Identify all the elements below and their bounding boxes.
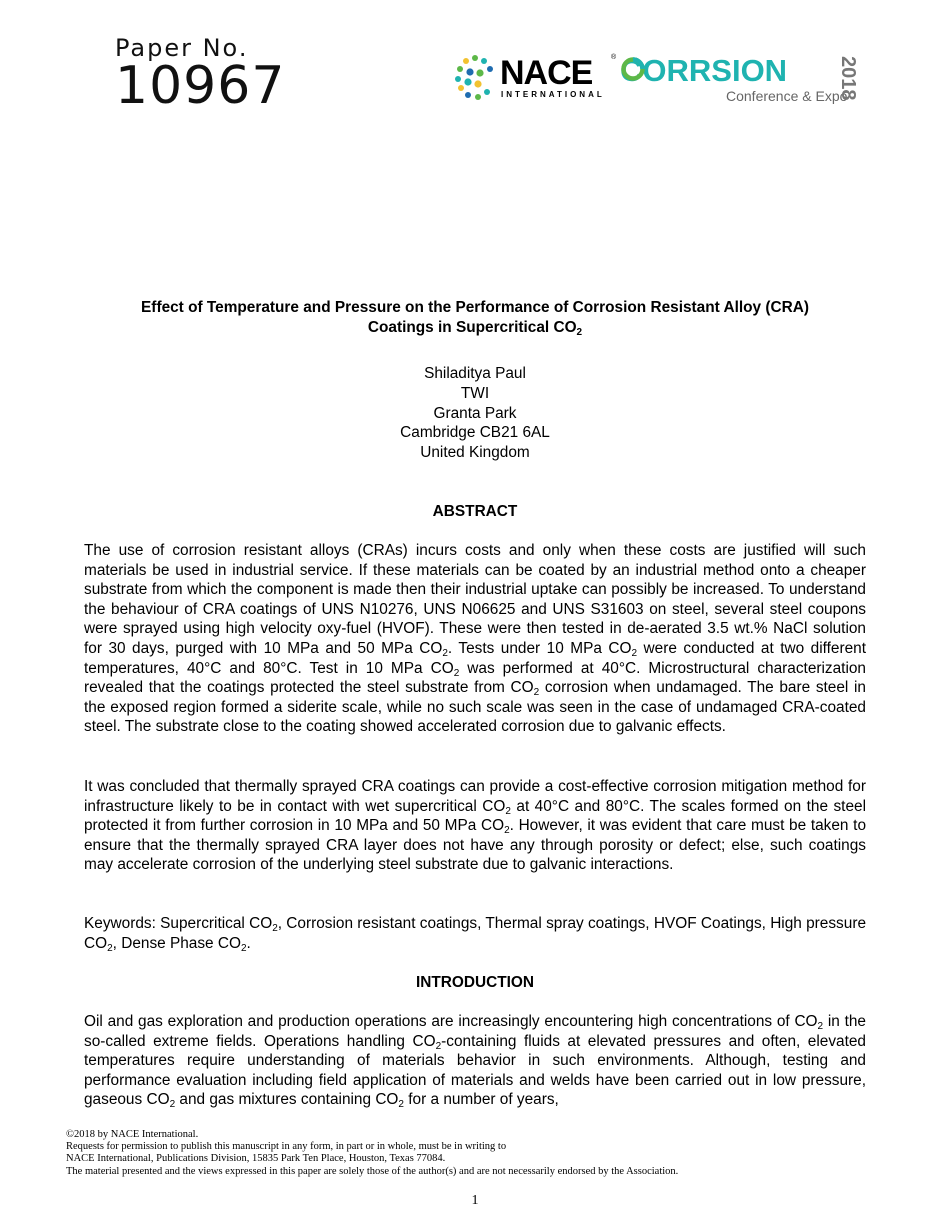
subscript: 2 <box>442 647 448 659</box>
subscript: 2 <box>504 825 510 837</box>
subscript: 2 <box>107 942 113 954</box>
subscript: 2 <box>435 1040 442 1052</box>
paper-number: 10967 <box>115 56 286 116</box>
subscript: 2 <box>631 647 638 659</box>
subscript: 2 <box>505 805 511 817</box>
author-address-1: Granta Park <box>433 404 517 422</box>
text-run: -containing fluids at elevated pressures and often, elevated temperatures require understanding of materials behavior in such environments. Although, testing and performance evaluation including field application of materials and welds have been carried out in low pressure, gaseous CO <box>84 1032 866 1109</box>
footer-copyright: ©2018 by NACE International. <box>66 1129 199 1140</box>
corrosion-part-b: SION <box>711 53 788 88</box>
page-number: 1 <box>471 1193 479 1208</box>
text-run: were conducted at two different temperatures, 40°C and 80°C. Test in 10 MPa CO <box>84 639 866 677</box>
text-run: was performed at 40°C. Microstructural characterization revealed that the coatings protected the steel substrate from CO <box>84 659 866 697</box>
title-line-2 <box>84 318 866 338</box>
text-run: Keywords: Supercritical CO <box>84 915 273 932</box>
text-run: and gas mixtures containing CO <box>175 1091 399 1109</box>
author-name: Shiladitya Paul <box>424 365 526 382</box>
subscript: 2 <box>817 1021 824 1032</box>
text-run: It was concluded that thermally sprayed CRA coatings can provide a cost-effective corrosion mitigation method for infrastructure likely to be in contact with wet supercritical CO <box>84 778 866 815</box>
text-run: . <box>246 934 251 952</box>
nace-subtitle: INTERNATIONAL <box>501 90 605 99</box>
title-line-1: Effect of Temperature and Pressure on the Performance of Corrosion Resistant Alloy (CRA) <box>141 299 809 316</box>
abstract-heading: ABSTRACT <box>432 503 518 520</box>
text-run: , Dense Phase CO <box>112 934 241 952</box>
paper-label: Paper No. <box>115 34 249 62</box>
conference-year: 2018 <box>837 56 859 101</box>
subscript: 2 <box>453 667 460 679</box>
footer-permission: Requests for permission to publish this manuscript in any form, in part or in whole, must be in writing to <box>66 1141 507 1153</box>
text-run: . Tests under 10 MPa CO <box>447 639 632 657</box>
copyright-footer <box>66 1129 678 1178</box>
introduction-heading: INTRODUCTION <box>416 974 534 991</box>
subscript: 2 <box>398 1099 404 1111</box>
text-run: , Corrosion resistant coatings, Thermal spray coatings, HVOF Coatings, High pressure CO <box>84 915 867 952</box>
text-run: Oil and gas exploration and production operations are increasingly encountering high concentrations of CO <box>84 1013 818 1030</box>
nace-corrosion-logo <box>454 52 894 108</box>
corrosion-part-a: CORR <box>620 53 712 88</box>
author-org: TWI <box>460 384 490 402</box>
nace-globe-icon <box>454 54 496 100</box>
conference-expo-label: Conference & Expo <box>726 88 848 104</box>
subscript: 2 <box>169 1099 176 1111</box>
corrosion-wordmark <box>620 55 787 87</box>
title-line-2-text: Coatings in Supercritical CO <box>367 319 577 336</box>
introduction-paragraph-1 <box>84 1012 866 1110</box>
author-address-2: Cambridge CB21 6AL <box>400 424 550 442</box>
title-subscript: 2 <box>576 327 583 338</box>
registered-mark: ® <box>611 54 617 61</box>
abstract-paragraph-1 <box>84 541 866 737</box>
author-country: United Kingdom <box>420 444 530 462</box>
text-run: The use of corrosion resistant alloys (CRAs) incurs costs and only when these costs are justified will such materials be used in industrial service. If these materials can be coated by an industrial method onto a cheaper substrate from which the component is made then their industrial uptake can possibly be increased. To understand the behaviour of CRA coatings of UNS N10276, UNS N06625 and UNS S31603 on steel, several steel coupons were sprayed using high velocity oxy-fuel (HVOF). These were then tested in de-aerated 3.5 wt.% NaCl solution for 30 days, purged with 10 MPa and 50 MPa CO <box>84 542 866 657</box>
paper-title <box>84 298 866 338</box>
text-run: . However, it was evident that care must be taken to ensure that the thermally sprayed CRA layer does not have any through porosity or defect; else, such coatings may accelerate corrosion of the underlying steel substrate due to galvanic interactions. <box>84 817 866 874</box>
subscript: 2 <box>533 687 540 699</box>
footer-address: NACE International, Publications Division, 15835 Park Ten Place, Houston, Texas 77084. <box>66 1153 446 1165</box>
abstract-paragraph-2 <box>84 777 866 875</box>
nace-wordmark: NACE <box>500 54 593 92</box>
subscript: 2 <box>240 942 247 954</box>
corrosion-o-icon <box>621 57 645 81</box>
text-run: corrosion when undamaged. The bare steel in the exposed region formed a siderite scale, while no such scale was seen in the case of undamaged CRA-coated steel. The substrate close to the coating showed accelerated corrosion due to galvanic effects. <box>84 679 866 736</box>
text-run: in the so-called extreme fields. Operations handling CO <box>84 1013 866 1050</box>
subscript: 2 <box>272 923 278 934</box>
keywords-paragraph <box>84 914 866 953</box>
paper-number-block <box>115 34 286 116</box>
text-run: for a number of years, <box>403 1091 559 1109</box>
text-run: at 40°C and 80°C. The scales formed on the steel protected it from further corrosion in 10 MPa and 50 MPa CO <box>84 797 866 835</box>
author-block <box>84 364 866 463</box>
footer-disclaimer: The material presented and the views expressed in this paper are solely those of the author(s) and are not necessarily endorsed by the Association. <box>66 1165 679 1177</box>
